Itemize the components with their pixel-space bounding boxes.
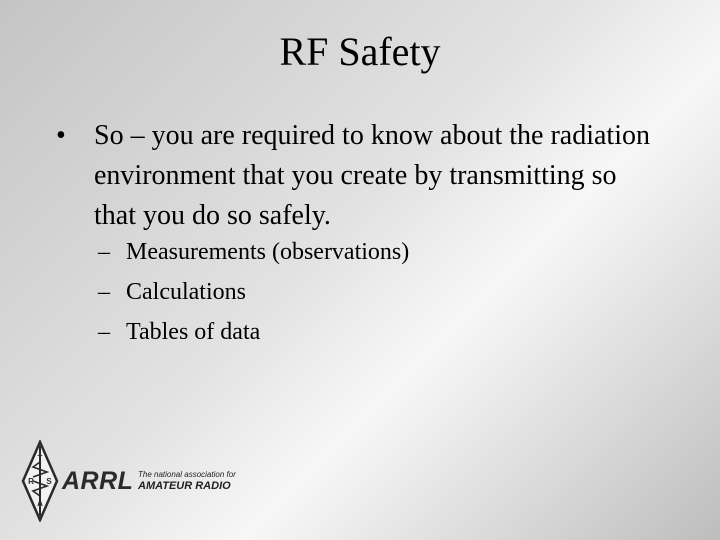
sub-marker: – [98, 319, 110, 345]
sub-item [98, 232, 409, 272]
bullet-text: So – you are required to know about the radiation environment that you create by transmitting so that you do so safely. [94, 120, 650, 231]
sub-list [98, 232, 409, 352]
emblem-letter: S [46, 477, 52, 486]
emblem-letter: R [28, 477, 34, 486]
slide-title: RF Safety [279, 29, 441, 74]
arrl-diamond-emblem-icon [20, 440, 60, 522]
sub-item [98, 272, 409, 312]
sub-item-text: Calculations [126, 279, 246, 305]
sub-item [98, 312, 409, 352]
arrl-logo [20, 440, 240, 522]
emblem-letter: T [37, 454, 43, 463]
sub-item-text: Tables of data [126, 319, 261, 345]
sub-item-text: Measurements (observations) [126, 239, 410, 265]
main-bullet [56, 116, 656, 236]
emblem-letter: A [37, 499, 43, 508]
logo-tagline-large: AMATEUR RADIO [138, 480, 231, 492]
sub-marker: – [98, 239, 110, 265]
sub-marker: – [98, 279, 110, 305]
logo-wordmark: ARRL [62, 467, 134, 495]
bullet-marker: • [56, 120, 66, 151]
logo-tagline-small: The national association for [138, 470, 236, 479]
